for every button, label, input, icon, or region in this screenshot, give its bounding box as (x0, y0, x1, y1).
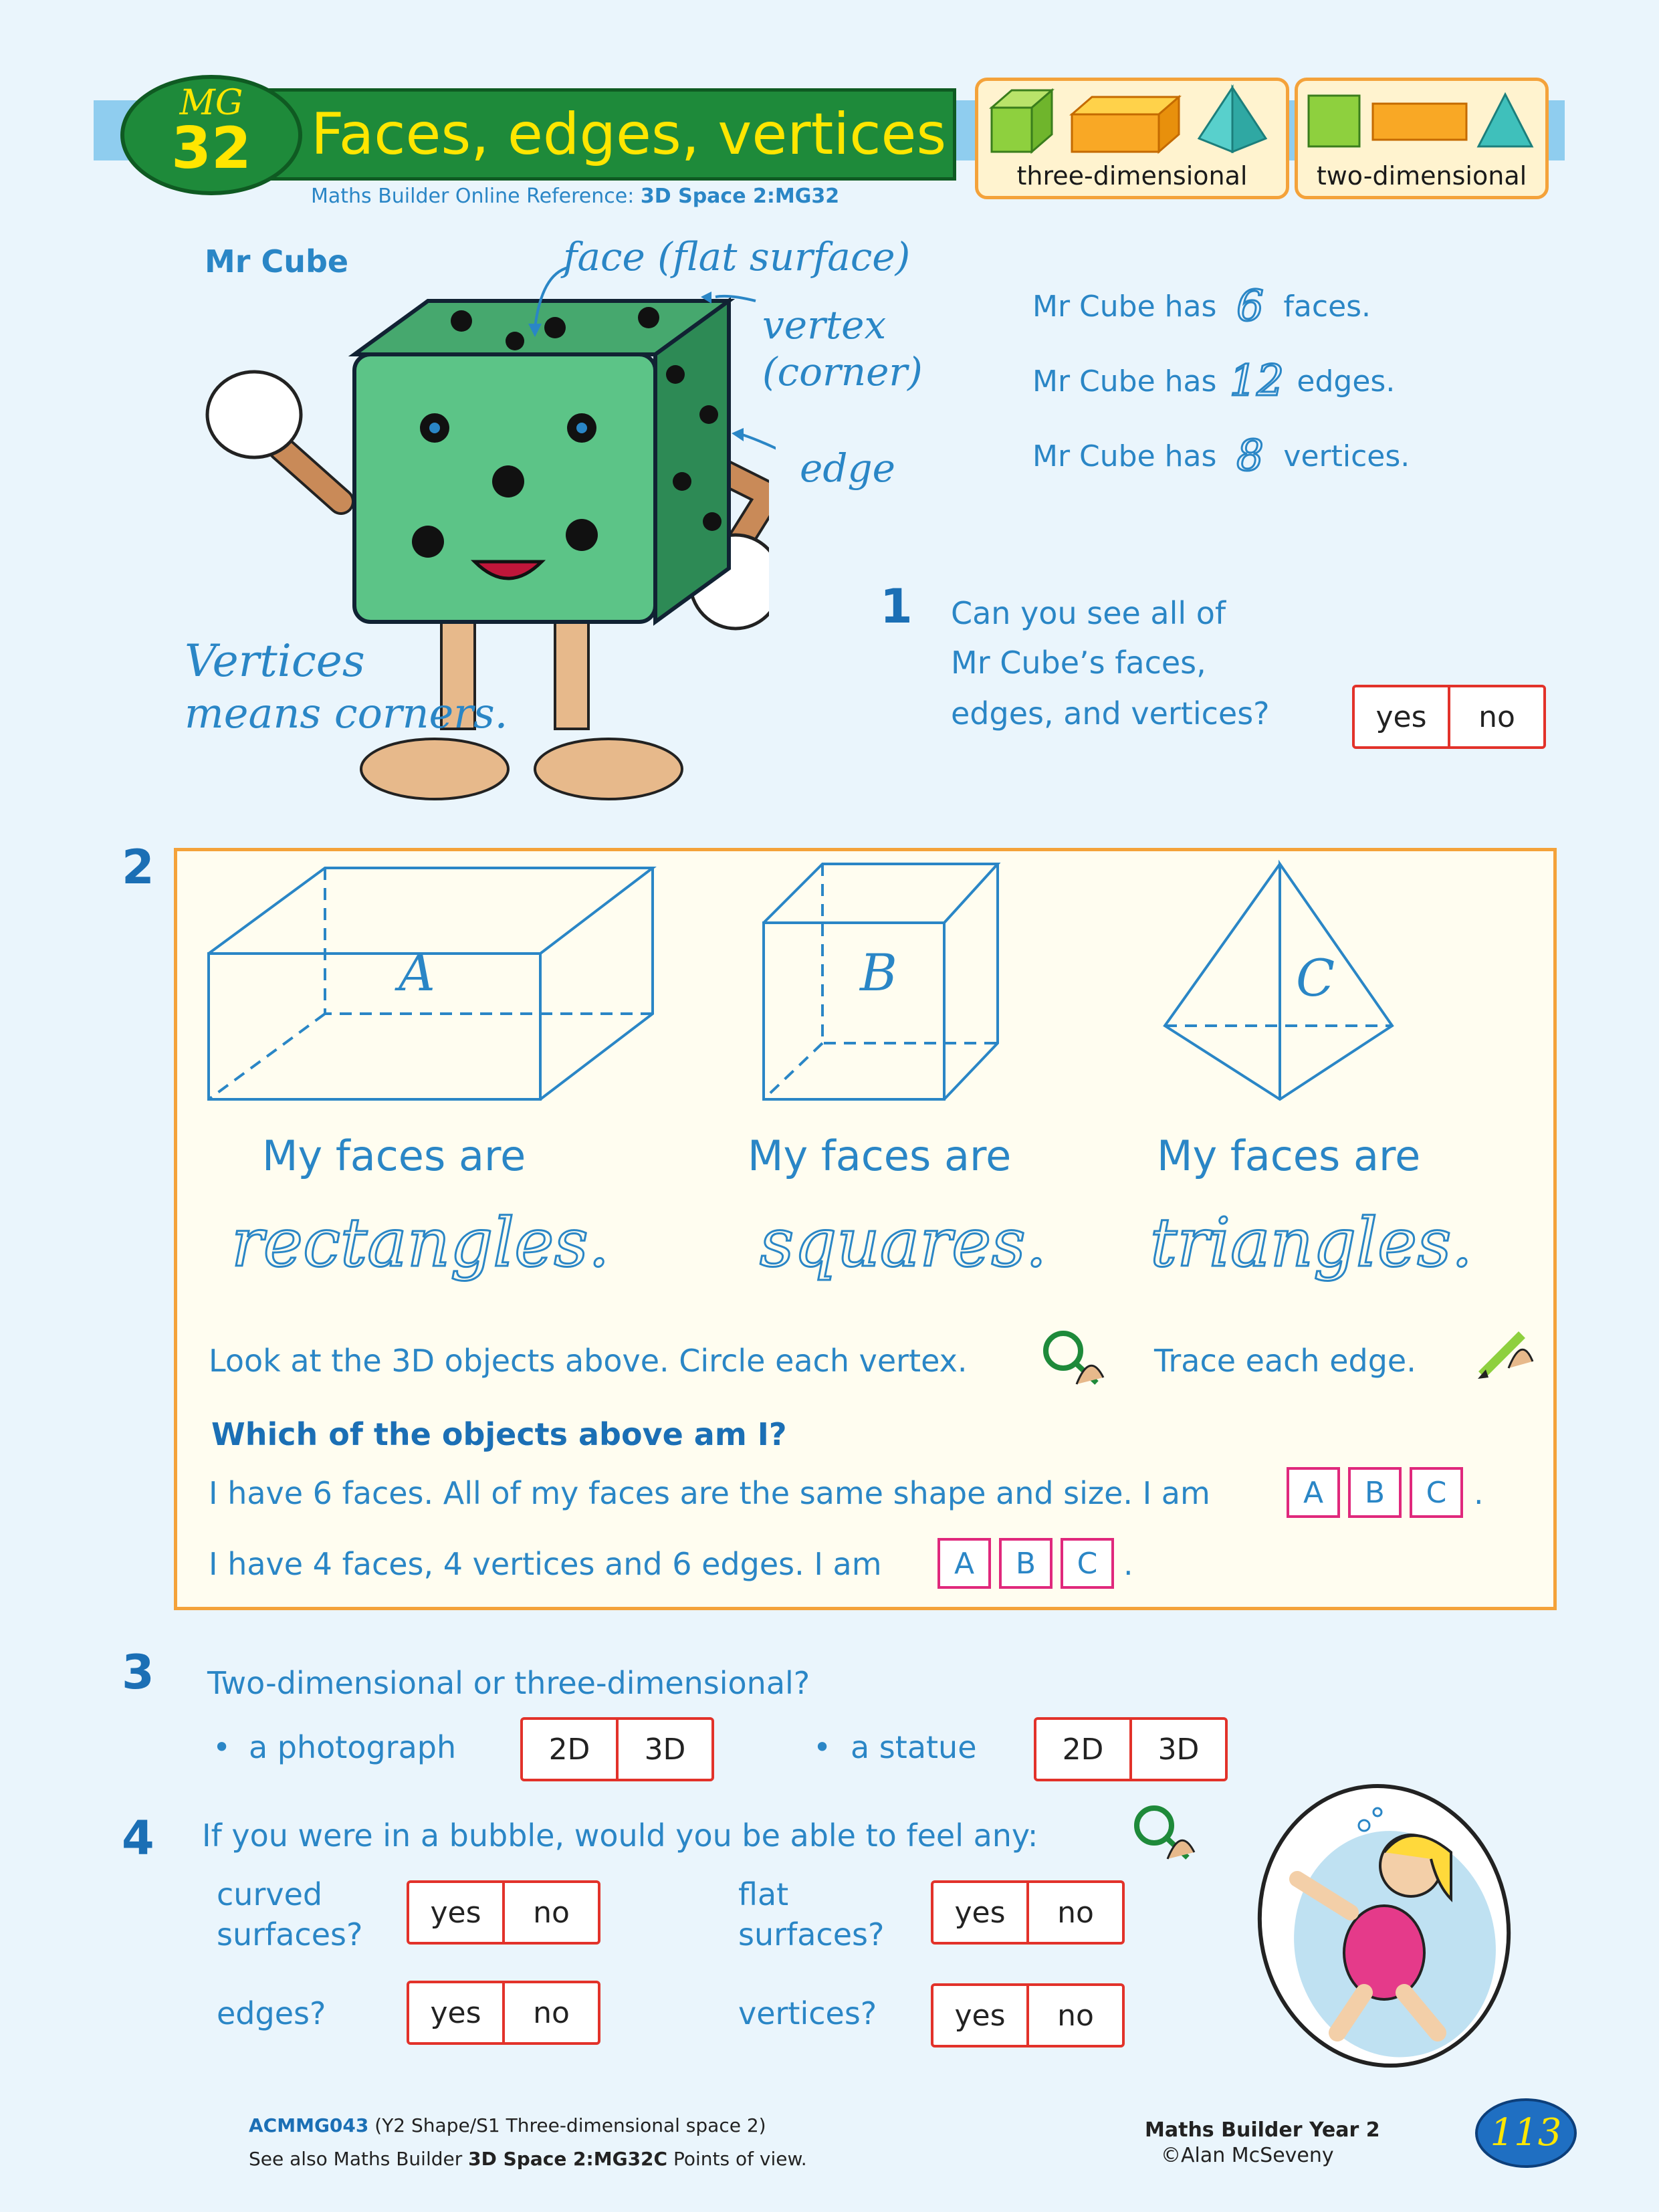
clue-2: I have 4 faces, 4 vertices and 6 edges. I am (209, 1546, 882, 1582)
clue-1-option-c[interactable]: C (1410, 1467, 1463, 1518)
q3-statue-box (1034, 1717, 1228, 1781)
q3-photograph-box (520, 1717, 714, 1781)
clue-2-option-b[interactable]: B (999, 1538, 1053, 1589)
question-3-number: 3 (122, 1645, 154, 1700)
clue-2-option-c[interactable]: C (1061, 1538, 1114, 1589)
shape-c-letter: C (1296, 948, 1335, 1008)
shape-c-answer: triangles. (1150, 1204, 1473, 1282)
shape-a-answer: rectangles. (231, 1204, 610, 1282)
q4-flat-label-1: flat (738, 1876, 789, 1912)
q3-photograph-2d[interactable]: 2D (548, 1732, 590, 1767)
q4-curved-yes[interactable]: yes (430, 1895, 481, 1930)
footer-see-also: See also Maths Builder 3D Space 2:MG32C Points of view. (249, 2148, 807, 2170)
q4-edges-yes[interactable]: yes (430, 1995, 481, 2030)
worm-magnifier-icon-q4 (1127, 1799, 1208, 1866)
worm-magnifier-icon (1036, 1324, 1117, 1391)
q4-flat-no[interactable]: no (1026, 1883, 1122, 1942)
title-bar (201, 88, 956, 181)
fact-edges: Mr Cube has 12 edges. (1032, 356, 1396, 406)
q3-statue-2d[interactable]: 2D (1062, 1732, 1104, 1767)
q3-item-statue: a statue (851, 1729, 977, 1765)
footer-book-title: Maths Builder Year 2 (1145, 2118, 1380, 2142)
two-dimensional-label: two-dimensional (1316, 161, 1527, 191)
q4-curved-label-1: curved (217, 1876, 323, 1912)
footer-curriculum: ACMMG043 (Y2 Shape/S1 Three-dimensional space 2) (249, 2114, 766, 2136)
q4-flat-box (931, 1880, 1125, 1945)
q4-vertices-yes[interactable]: yes (954, 1998, 1006, 2033)
three-dimensional-key (975, 78, 1289, 199)
instruction-trace-edge: Trace each edge. (1154, 1343, 1416, 1379)
label-edge: edge (800, 445, 895, 491)
label-pointer-arrows (508, 254, 776, 495)
q1-line-1: Can you see all of (951, 595, 1226, 631)
q1-line-3: edges, and vertices? (951, 695, 1270, 732)
shape-a-letter: A (399, 943, 435, 1002)
page-number-badge (1475, 2098, 1577, 2168)
q4-vertices-box (931, 1983, 1125, 2048)
q4-vertices-label: vertices? (738, 1995, 877, 2031)
q4-prompt: If you were in a bubble, would you be able to feel any: (202, 1817, 1038, 1854)
girl-in-bubble-illustration (1250, 1779, 1518, 2073)
q4-flat-label-2: surfaces? (738, 1916, 885, 1953)
question-1-number: 1 (880, 579, 913, 634)
question-2-number: 2 (122, 840, 154, 895)
reference-line: Maths Builder Online Reference: 3D Space 2:MG32 (311, 185, 840, 208)
q1-yes[interactable]: yes (1375, 699, 1427, 734)
solid-shapes-icon (978, 81, 1286, 161)
shape-b-caption: My faces are (748, 1131, 1012, 1180)
q4-edges-label: edges? (217, 1995, 326, 2031)
q3-photograph-3d[interactable]: 3D (616, 1720, 711, 1779)
q1-line-2: Mr Cube’s faces, (951, 645, 1206, 681)
clue-1-option-b[interactable]: B (1348, 1467, 1402, 1518)
shape-c-pyramid (1157, 856, 1404, 1110)
clue-1-period: . (1474, 1475, 1484, 1511)
page-title: Faces, edges, vertices (311, 101, 947, 168)
q4-vertices-no[interactable]: no (1026, 1986, 1122, 2045)
worm-pencil-icon (1468, 1321, 1542, 1388)
clue-2-option-a[interactable]: A (937, 1538, 991, 1589)
flat-shapes-icon (1298, 81, 1545, 161)
q3-prompt: Two-dimensional or three-dimensional? (207, 1665, 810, 1701)
q1-answer-box (1352, 685, 1546, 749)
shape-b-letter: B (860, 943, 897, 1002)
fact-vertices: Mr Cube has 8 vertices. (1032, 431, 1410, 481)
shape-a-caption: My faces are (262, 1131, 526, 1180)
instruction-circle-vertex: Look at the 3D objects above. Circle each vertex. (209, 1343, 968, 1379)
three-dimensional-label: three-dimensional (1016, 161, 1248, 191)
vertices-note-1: Vertices (185, 635, 365, 687)
shape-c-caption: My faces are (1157, 1131, 1421, 1180)
label-face: face (flat surface) (563, 234, 911, 280)
q4-edges-box (407, 1981, 600, 2045)
which-object-heading: Which of the objects above am I? (211, 1416, 787, 1452)
fact-faces: Mr Cube has 6 faces. (1032, 282, 1371, 331)
q4-flat-yes[interactable]: yes (954, 1895, 1006, 1930)
q4-curved-box (407, 1880, 600, 1945)
clue-2-options (937, 1538, 1114, 1589)
clue-2-period: . (1123, 1546, 1133, 1582)
page-number: 113 (1490, 2111, 1562, 2154)
q3-statue-3d[interactable]: 3D (1129, 1720, 1225, 1779)
q4-edges-no[interactable]: no (502, 1983, 598, 2042)
footer-copyright: ©Alan McSeveny (1161, 2144, 1334, 2167)
q3-bullet-1: • (213, 1729, 231, 1765)
q4-curved-no[interactable]: no (502, 1883, 598, 1942)
clue-1-option-a[interactable]: A (1287, 1467, 1340, 1518)
label-vertex: vertex (762, 302, 887, 348)
badge-mg: MG (179, 83, 243, 123)
q3-item-photograph: a photograph (249, 1729, 457, 1765)
two-dimensional-key (1295, 78, 1549, 199)
clue-1-options (1287, 1467, 1463, 1518)
cube-facts (1032, 269, 1410, 493)
label-corner: (corner) (762, 349, 923, 395)
q3-bullet-2: • (813, 1729, 832, 1765)
question-4-number: 4 (122, 1811, 154, 1866)
clue-1: I have 6 faces. All of my faces are the same shape and size. I am (209, 1475, 1210, 1511)
shape-b-answer: squares. (760, 1204, 1047, 1282)
vertices-note-2: means corners. (185, 689, 508, 738)
character-name: Mr Cube (205, 243, 349, 280)
q1-no[interactable]: no (1448, 687, 1543, 746)
lesson-badge (120, 75, 302, 195)
badge-number: 32 (171, 115, 251, 182)
q4-curved-label-2: surfaces? (217, 1916, 363, 1953)
